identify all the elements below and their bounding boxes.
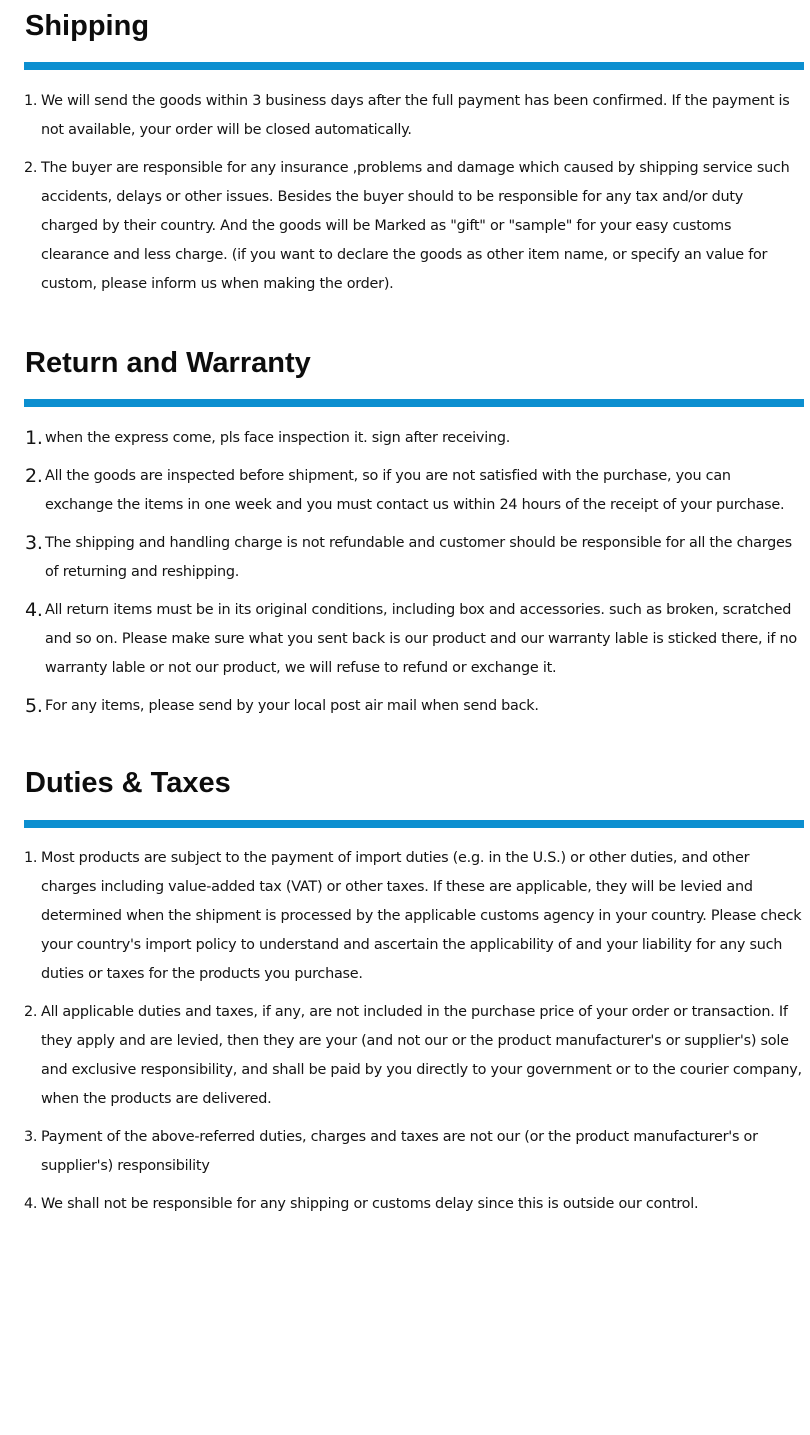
list-number: 1. — [25, 427, 43, 449]
list-number: 2. — [24, 1004, 38, 1020]
list-number: 4. — [25, 599, 43, 621]
section-title: Duties & Taxes — [25, 767, 231, 799]
list-item — [0, 424, 810, 453]
list-item — [0, 692, 810, 721]
list-item — [0, 1190, 810, 1219]
list-item-text: The buyer are responsible for any insurance ,problems and damage which caused by shipping service such accidents, delays or other issues. Besides the buyer should to be responsible for any tax and/or duty charged by their country. And the goods will be Marked as "gift" or "sample" for your easy customs clearance and less charge. (if you want to declare the goods as other item name, or specify an value for custom, please inform us when making the order). — [41, 160, 790, 292]
list-item-text: All return items must be in its original conditions, including box and accessories. such as broken, scratched and so on. Please make sure what you sent back is our product and our warranty lable is sticked there, if no warranty lable or not our product, we will refuse to refund or exchange it. — [45, 602, 797, 676]
list-number: 4. — [24, 1196, 38, 1212]
section-title: Shipping — [25, 10, 150, 42]
list-item-text: All the goods are inspected before shipment, so if you are not satisfied with the purchase, you can exchange the items in one week and you must contact us within 24 hours of the receipt of your purchase. — [45, 468, 785, 513]
list-number: 1. — [24, 850, 38, 866]
list-item-text: Most products are subject to the payment of import duties (e.g. in the U.S.) or other duties, and other charges including value-added tax (VAT) or other taxes. If these are applicable, they will be levied and determined when the shipment is processed by the applicable customs agency in your country. Please check your country's import policy to understand and ascertain the applicability of and your liability for any such duties or taxes for the products you purchase. — [41, 850, 802, 982]
list-item — [0, 844, 810, 989]
list-item-text: when the express come, pls face inspection it. sign after receiving. — [45, 430, 511, 446]
list-item-text: We shall not be responsible for any shipping or customs delay since this is outside our control. — [41, 1196, 699, 1212]
list-item-text: All applicable duties and taxes, if any, are not included in the purchase price of your order or transaction. If they apply and are levied, then they are your (and not our or the product manufacturer's or supplier's) sole and exclusive responsibility, and shall be paid by you directly to your government or to the courier company, when the products are delivered. — [41, 1004, 802, 1107]
return-warranty-list — [0, 424, 810, 721]
list-item-text: Payment of the above-referred duties, charges and taxes are not our (or the product manufacturer's or supplier's) responsibility — [41, 1129, 758, 1174]
list-number: 3. — [24, 1129, 38, 1145]
list-item — [0, 154, 810, 299]
list-item — [0, 462, 810, 520]
list-item-text: The shipping and handling charge is not refundable and customer should be responsible for all the charges of returning and reshipping. — [45, 535, 792, 580]
list-item — [0, 1123, 810, 1181]
section-divider — [24, 62, 804, 70]
list-number: 2. — [25, 465, 43, 487]
list-number: 5. — [25, 695, 43, 717]
list-item-text: We will send the goods within 3 business days after the full payment has been confirmed. If the payment is not available, your order will be closed automatically. — [41, 93, 790, 138]
list-number: 1. — [24, 93, 38, 109]
list-item — [0, 998, 810, 1114]
list-item-text: For any items, please send by your local post air mail when send back. — [45, 698, 539, 714]
duties-taxes-list — [0, 844, 810, 1219]
list-item — [0, 529, 810, 587]
list-number: 2. — [24, 160, 38, 176]
list-number: 3. — [25, 532, 43, 554]
section-divider — [24, 399, 804, 407]
section-title: Return and Warranty — [25, 347, 311, 379]
shipping-list — [0, 87, 810, 299]
list-item — [0, 596, 810, 683]
list-item — [0, 87, 810, 145]
section-divider — [24, 820, 804, 828]
